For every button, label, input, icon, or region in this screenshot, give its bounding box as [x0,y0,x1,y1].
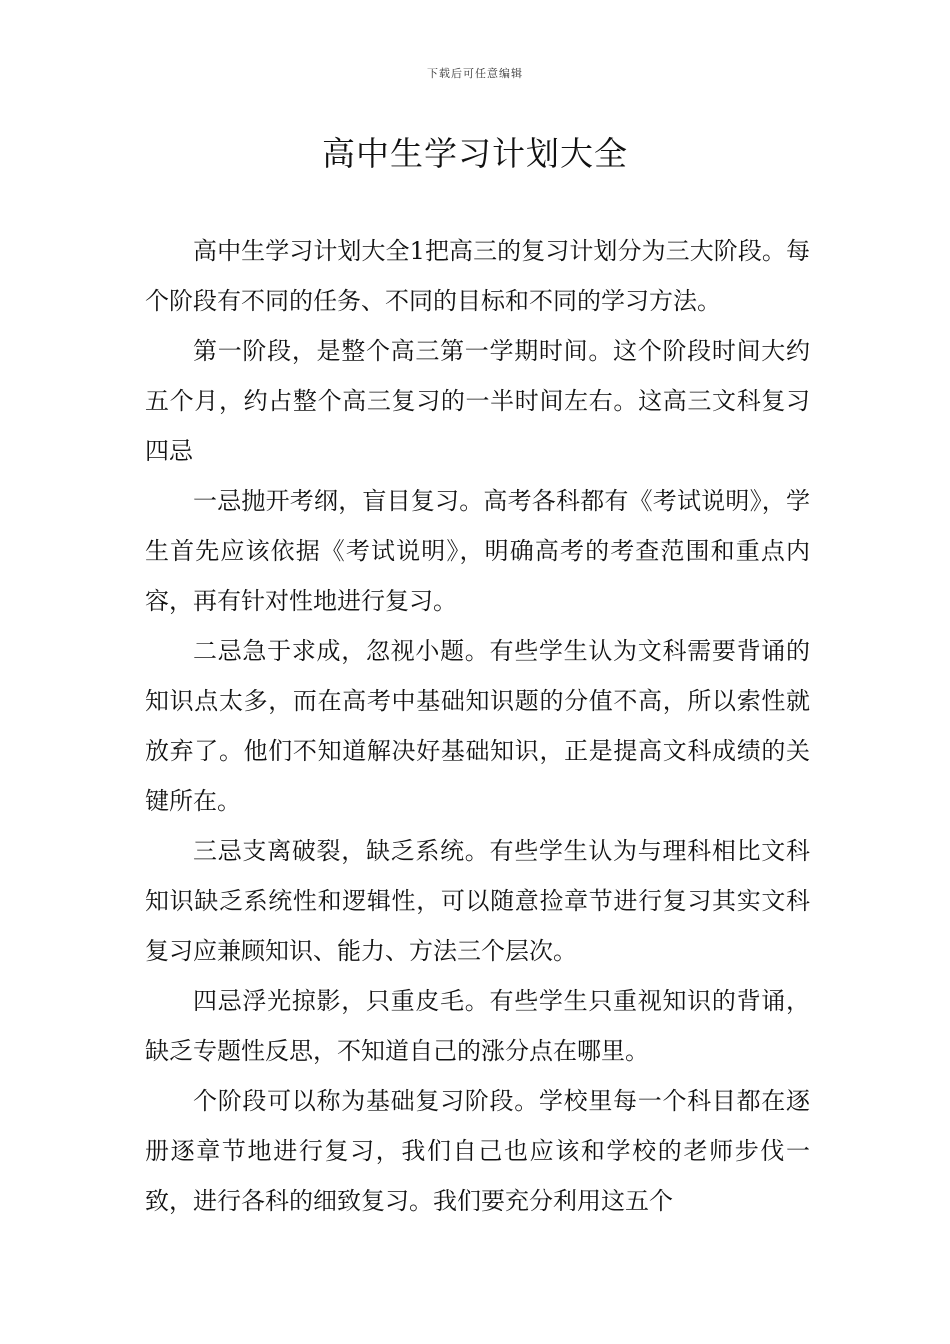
paragraph-intro: 高中生学习计划大全1把高三的复习计划分为三大阶段。每个阶段有不同的任务、不同的目标和不同的学习方法。 [145,237,810,315]
paragraph-basic-review: 个阶段可以称为基础复习阶段。学校里每一个科目都在逐册逐章节地进行复习，我们自己也应该和学校的老师步伐一致，进行各科的细致复习。我们要充分利用这五个 [145,1087,810,1215]
paragraph-taboo-two: 二忌急于求成，忽视小题。有些学生认为文科需要背诵的知识点太多，而在高考中基础知识题的分值不高，所以索性就放弃了。他们不知道解决好基础知识，正是提高文科成绩的关键所在。 [145,637,810,815]
paragraph-stage-one: 第一阶段，是整个高三第一学期时间。这个阶段时间大约五个月，约占整个高三复习的一半时间左右。这高三文科复习四忌 [145,337,810,465]
header-note: 下载后可任意编辑 [427,67,523,80]
document-title: 高中生学习计划大全 [322,134,628,173]
paragraph-taboo-one: 一忌抛开考纲，盲目复习。高考各科都有《考试说明》，学生首先应该依据《考试说明》，明确高考的考查范围和重点内容，再有针对性地进行复习。 [145,487,810,615]
paragraph-taboo-four: 四忌浮光掠影，只重皮毛。有些学生只重视知识的背诵，缺乏专题性反思，不知道自己的涨分点在哪里。 [145,987,810,1065]
document-body [145,226,810,1226]
paragraph-taboo-three: 三忌支离破裂，缺乏系统。有些学生认为与理科相比文科知识缺乏系统性和逻辑性，可以随意捡章节进行复习其实文科复习应兼顾知识、能力、方法三个层次。 [145,837,810,965]
